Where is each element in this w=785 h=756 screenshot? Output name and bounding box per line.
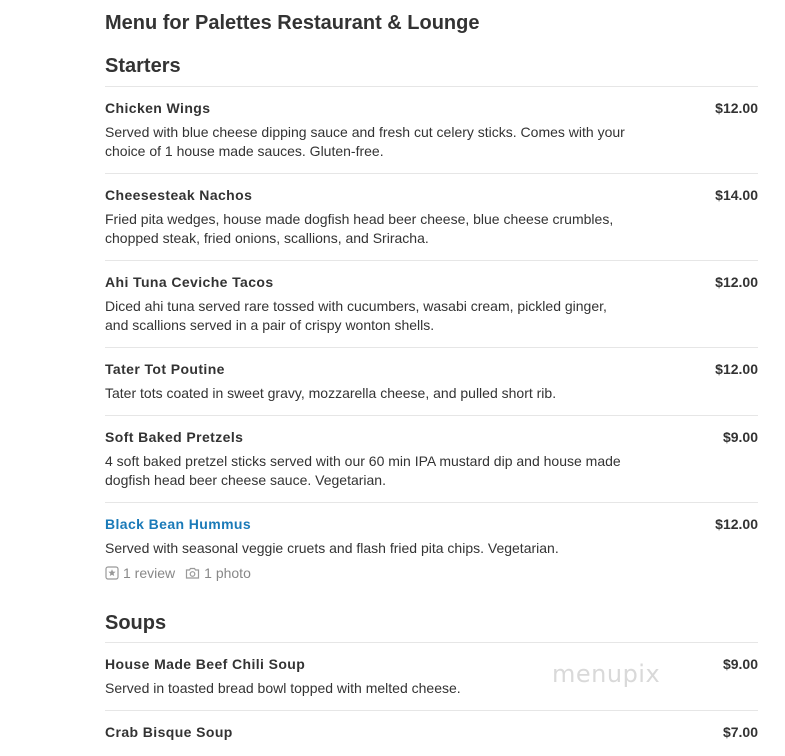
camera-icon: [185, 566, 200, 580]
section-title-starters: Starters: [105, 55, 181, 77]
item-name-link[interactable]: Black Bean Hummus: [105, 516, 252, 532]
item-description: Diced ahi tuna served rare tossed with cucumbers, wasabi cream, pickled ginger, and scallions served in a pair of crispy wonton shells.: [105, 298, 607, 333]
item-price: $9.00: [722, 656, 758, 672]
item-price: $12.00: [715, 274, 758, 290]
item-meta: [105, 564, 758, 582]
photo-count-link[interactable]: [185, 564, 251, 582]
item-price: $7.00: [722, 724, 758, 740]
item-name: House Made Beef Chili Soup: [105, 656, 306, 672]
menu-item-ahi-tuna-ceviche-tacos: [105, 260, 758, 347]
item-name: Tater Tot Poutine: [105, 361, 225, 377]
review-count-link[interactable]: [105, 564, 175, 582]
menu-item-black-bean-hummus: [105, 502, 758, 594]
item-price: $9.00: [722, 429, 758, 445]
menu-item-cheesesteak-nachos: [105, 173, 758, 260]
item-price: $14.00: [715, 187, 758, 203]
item-name: Crab Bisque Soup: [105, 724, 233, 740]
item-description: Fried pita wedges, house made dogfish head beer cheese, blue cheese crumbles, chopped steak, fried onions, scallions, and Sriracha.: [105, 211, 614, 246]
menupix-watermark: menupix: [552, 660, 661, 688]
menu-item-soft-baked-pretzels: [105, 415, 758, 502]
item-description: Served with seasonal veggie cruets and flash fried pita chips. Vegetarian.: [105, 540, 559, 556]
item-price: $12.00: [715, 516, 758, 532]
menu-page: [105, 0, 758, 754]
item-name: Chicken Wings: [105, 100, 211, 116]
section-title-soups: Soups: [105, 612, 167, 634]
page-title: Menu for Palettes Restaurant & Lounge: [105, 12, 480, 34]
menu-item-tater-tot-poutine: [105, 347, 758, 415]
menu-item-chicken-wings: [105, 86, 758, 173]
item-price: $12.00: [715, 100, 758, 116]
item-name: Cheesesteak Nachos: [105, 187, 253, 203]
item-description: Served in toasted bread bowl topped with melted cheese.: [105, 680, 461, 696]
item-description: Served with blue cheese dipping sauce and fresh cut celery sticks. Comes with your choice of 1 house made sauces. Gluten-free.: [105, 124, 625, 159]
star-icon: [105, 566, 119, 580]
item-name: Soft Baked Pretzels: [105, 429, 244, 445]
item-description: 4 soft baked pretzel sticks served with our 60 min IPA mustard dip and house made dogfish head beer cheese sauce. Vegetarian.: [105, 453, 621, 488]
item-price: $12.00: [715, 361, 758, 377]
review-count: 1 review: [123, 565, 176, 581]
photo-count: 1 photo: [204, 565, 251, 581]
menu-item-crab-bisque-soup: [105, 710, 758, 754]
item-name: Ahi Tuna Ceviche Tacos: [105, 274, 274, 290]
item-description: Tater tots coated in sweet gravy, mozzarella cheese, and pulled short rib.: [105, 385, 557, 401]
